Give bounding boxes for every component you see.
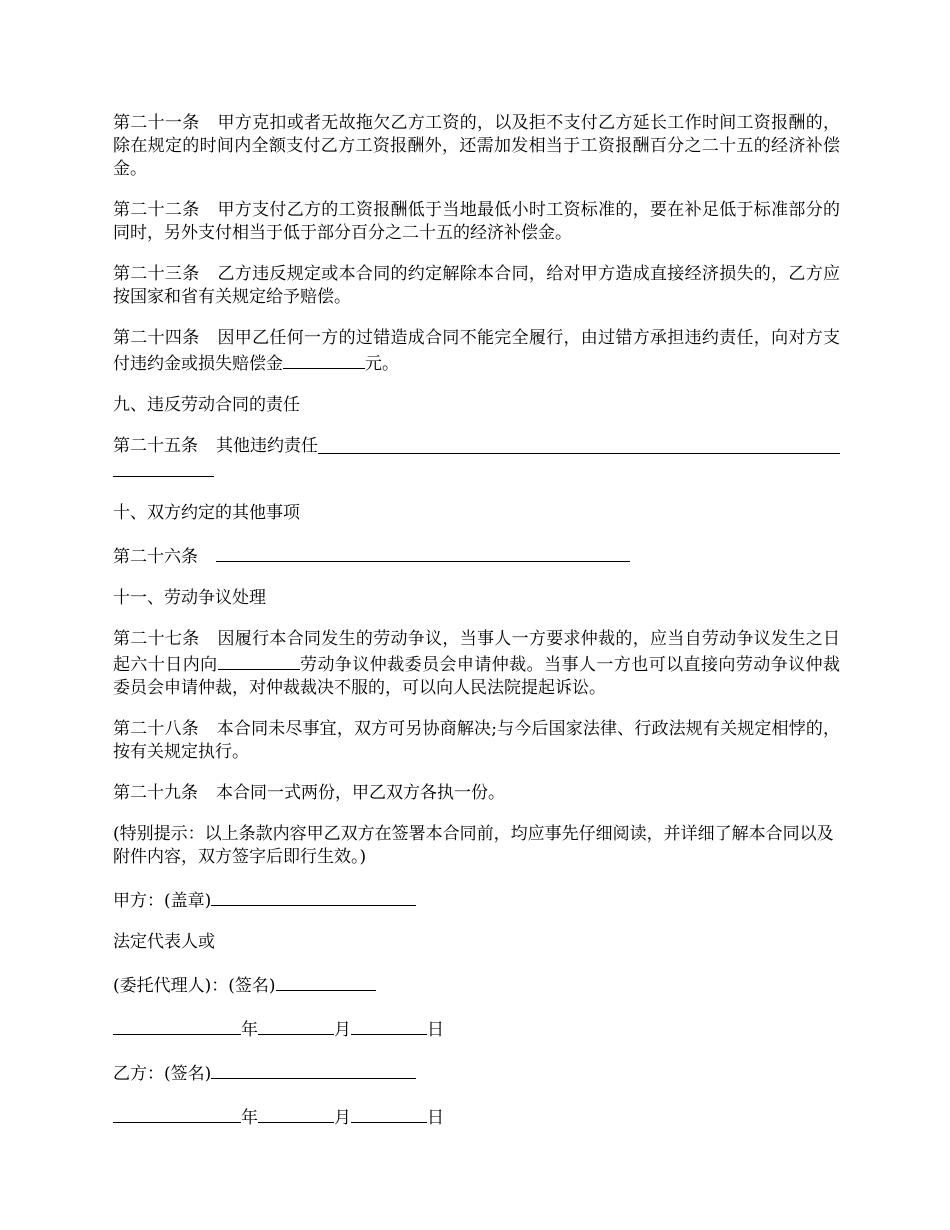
article-text: 甲方支付乙方的工资报酬低于当地最低小时工资标准的，要在补足低于标准部分的同时，另外支付相当于低于部分百分之二十五的经济补偿金。 [113, 200, 840, 243]
fill-blank [318, 435, 840, 454]
special-note: (特别提示：以上条款内容甲乙双方在签署本合同前，均应事先仔细阅读，并详细了解本合同以及附件内容，双方签字后即行生效。) [113, 824, 834, 867]
agent-line [113, 972, 840, 998]
article-25 [113, 435, 840, 484]
article-text: 劳动争议仲裁委员会申请仲裁。当事人一方也可以直接向劳动争议仲裁委员会申请仲裁，对仲裁裁决不服的，可以向人民法院提起诉讼。 [113, 655, 841, 698]
month-label: 月 [334, 1108, 351, 1128]
party-a-line [113, 887, 840, 913]
section-heading-11: 十一、劳动争议处理 [113, 588, 266, 608]
article-text: 乙方违反规定或本合同的约定解除本合同，给对甲方造成直接经济损失的，乙方应按国家和省有关规定给予赔偿。 [113, 264, 840, 307]
day-label: 日 [427, 1020, 444, 1040]
article-number: 第二十四条 [113, 328, 200, 348]
article-21 [113, 112, 840, 181]
agent-label: (委托代理人)：(签名) [113, 976, 276, 996]
contract-page [113, 112, 840, 1148]
party-a-seal-blank [211, 887, 416, 906]
article-text: 其他违约责任 [216, 436, 318, 456]
date-line-b [113, 1104, 840, 1130]
article-number: 第二十七条 [113, 629, 200, 649]
article-suffix: 元。 [365, 354, 399, 374]
article-23 [113, 263, 840, 309]
section-heading-9: 九、违反劳动合同的责任 [113, 395, 300, 415]
article-number: 第二十六条 [113, 547, 198, 567]
article-29 [113, 782, 840, 805]
article-number: 第二十一条 [113, 113, 200, 133]
fill-blank [283, 350, 365, 369]
article-number: 第二十五条 [113, 436, 198, 456]
legal-rep-label: 法定代表人或 [113, 932, 215, 952]
article-28 [113, 718, 840, 764]
day-blank [351, 1104, 427, 1123]
year-label: 年 [241, 1108, 258, 1128]
date-line-a [113, 1016, 840, 1042]
article-number: 第二十八条 [113, 719, 199, 739]
day-label: 日 [427, 1108, 444, 1128]
fill-blank [113, 458, 214, 477]
party-b-sign-blank [211, 1060, 416, 1079]
year-blank [113, 1016, 241, 1035]
year-label: 年 [241, 1020, 258, 1040]
fill-blank [218, 651, 300, 670]
year-blank [113, 1104, 241, 1123]
month-blank [258, 1016, 334, 1035]
article-22 [113, 199, 840, 245]
day-blank [351, 1016, 427, 1035]
article-26 [113, 543, 840, 569]
article-number: 第二十三条 [113, 264, 200, 284]
month-label: 月 [334, 1020, 351, 1040]
party-b-line [113, 1060, 840, 1086]
month-blank [258, 1104, 334, 1123]
agent-sign-blank [276, 972, 376, 991]
article-text: 甲方克扣或者无故拖欠乙方工资的，以及拒不支付乙方延长工作时间工资报酬的，除在规定的时间内全额支付乙方工资报酬外，还需加发相当于工资报酬百分之二十五的经济补偿金。 [113, 113, 840, 179]
fill-blank [216, 543, 630, 562]
article-text: 本合同一式两份，甲乙双方各执一份。 [216, 783, 505, 803]
article-number: 第二十二条 [113, 200, 200, 220]
article-text: 因履行本合同发生的劳动争议，当事人一方要求仲裁的，应当自劳动争议发生之日起六十日内向 [113, 629, 840, 675]
article-text: 本合同未尽事宜，双方可另协商解决;与今后国家法律、行政法规有关规定相悖的，按有关规定执行。 [113, 719, 840, 762]
party-b-label: 乙方：(签名) [113, 1064, 212, 1084]
article-27 [113, 628, 840, 700]
article-text: 因甲乙任何一方的过错造成合同不能完全履行，由过错方承担违约责任，向对方支付违约金或损失赔偿金 [113, 328, 840, 374]
section-heading-10: 十、双方约定的其他事项 [113, 503, 300, 523]
party-a-label: 甲方：(盖章) [113, 891, 212, 911]
article-number: 第二十九条 [113, 783, 198, 803]
article-24 [113, 327, 840, 376]
